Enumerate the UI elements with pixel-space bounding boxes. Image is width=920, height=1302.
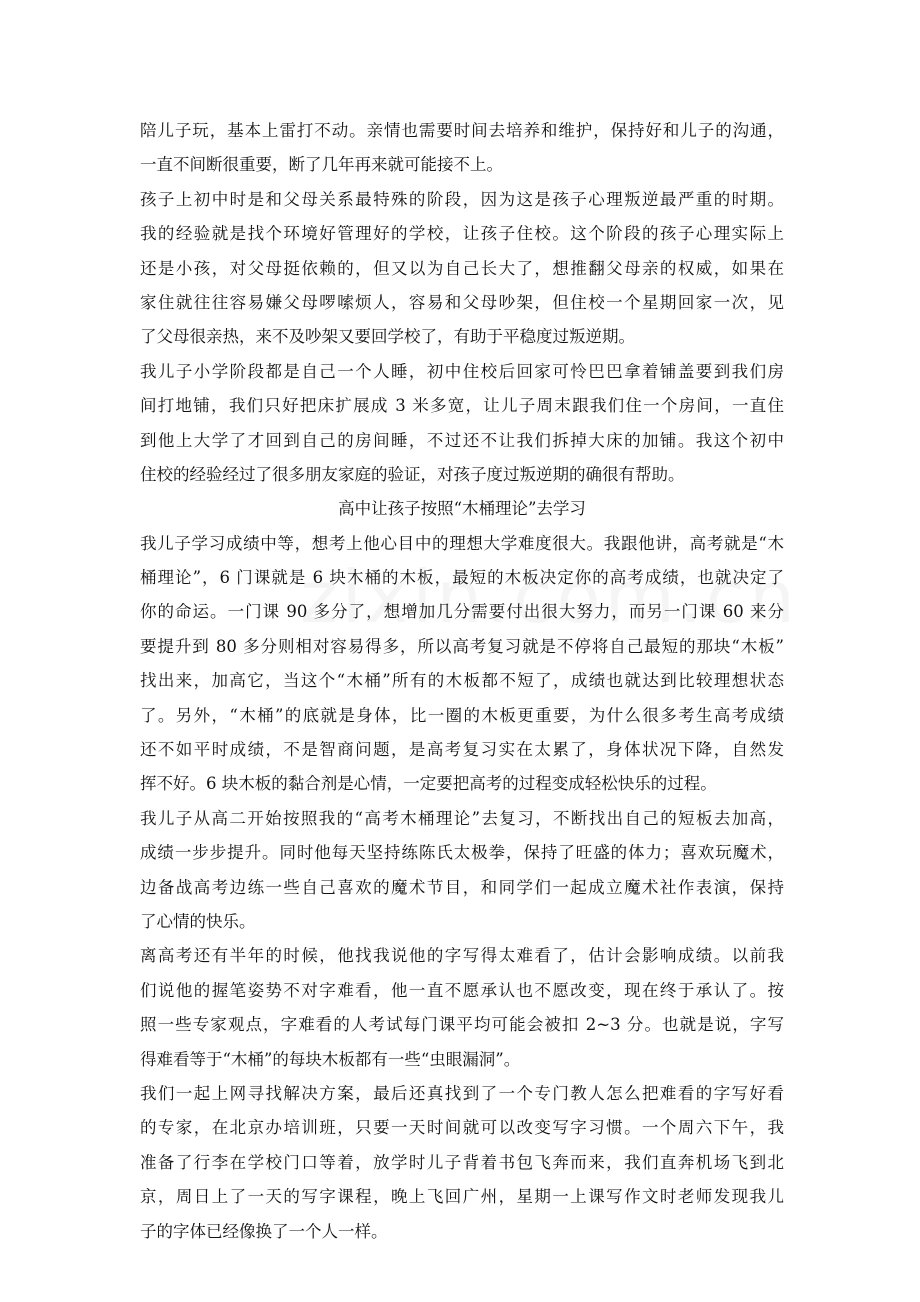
text-line: 要提升到 80 多分则相对容易得多，所以高考复习就是不停将自己最短的那块“木板”	[140, 636, 784, 656]
text-line: 们说他的握笔姿势不对字难看，他一直不愿承认也不愿改变，现在终于承认了。按	[140, 980, 784, 1000]
text-line: 了父母很亲热，来不及吵架又要回学校了，有助于平稳度过叛逆期。	[140, 327, 635, 347]
text-line: 离高考还有半年的时候，他找我说他的字写得太难看了，估计会影响成绩。以前我	[140, 946, 784, 966]
text-line: 还不如平时成绩，不是智商问题，是高考复习实在太累了，身体状况下降，自然发	[140, 740, 784, 760]
text-line: 住校的经验经过了很多朋友家庭的验证，对孩子度过叛逆期的确很有帮助。	[140, 464, 685, 484]
text-line: 得难看等于“木桶”的每块木板都有一些“虫眼漏洞”。	[140, 1049, 521, 1069]
body-text	[140, 114, 784, 1249]
text-line: 的专家，在北京办培训班，只要一天时间就可以改变写字习惯。一个周六下午，我	[140, 1118, 784, 1138]
text-line: 还是小孩，对父母挺依赖的，但又以为自己长大了，想推翻父母亲的权威，如果在	[140, 258, 784, 278]
text-line: 陪儿子玩，基本上雷打不动。亲情也需要时间去培养和维护，保持好和儿子的沟通，	[140, 121, 784, 140]
text-line: 我儿子学习成绩中等，想考上他心目中的理想大学难度很大。我跟他讲，高考就是“木	[140, 533, 784, 553]
section-heading: 高中让孩子按照“木桶理论”去学习	[338, 499, 586, 519]
text-line: 找出来，加高它，当这个“木桶”所有的木板都不短了，成绩也就达到比较理想状态	[140, 671, 784, 691]
text-line: 挥不好。6 块木板的黏合剂是心情，一定要把高考的过程变成轻松快乐的过程。	[140, 774, 717, 794]
text-line: 到他上大学了才回到自己的房间睡，不过还不让我们拆掉大床的加铺。我这个初中	[140, 430, 784, 450]
text-line: 准备了行李在学校门口等着，放学时儿子背着书包飞奔而来，我们直奔机场飞到北	[140, 1152, 784, 1172]
text-line: 我儿子从高二开始按照我的“高考木桶理论”去复习，不断找出自己的短板去加高，	[140, 808, 784, 828]
text-line: 边备战高考边练一些自己喜欢的魔术节目，和同学们一起成立魔术社作表演，保持	[140, 877, 784, 897]
text-line: 间打地铺，我们只好把床扩展成 3 米多宽，让儿子周末跟我们住一个房间，一直住	[140, 396, 784, 416]
text-line: 你的命运。一门课 90 多分了，想增加几分需要付出很大努力，而另一门课 60 来分	[140, 602, 784, 622]
text-line: 子的字体已经像换了一个人一样。	[140, 1221, 388, 1241]
text-line: 了心情的快乐。	[140, 911, 256, 931]
text-line: 桶理论”，6 门课就是 6 块木桶的木板，最短的木板决定你的高考成绩，也就决定了	[140, 568, 784, 588]
text-line: 成绩一步步提升。同时他每天坚持练陈氏太极拳，保持了旺盛的体力；喜欢玩魔术，	[140, 843, 784, 863]
text-line: 一直不间断很重要，断了几年再来就可能接不上。	[140, 155, 503, 175]
text-line: 孩子上初中时是和父母关系最特殊的阶段，因为这是孩子心理叛逆最严重的时期。	[140, 189, 784, 209]
text-line: 我们一起上网寻找解决方案，最后还真找到了一个专门教人怎么把难看的字写好看	[140, 1083, 784, 1103]
text-line: 了。另外，“木桶”的底就是身体，比一圈的木板更重要，为什么很多考生高考成绩	[140, 705, 784, 725]
text-line: 家住就往往容易嫌父母啰嗦烦人，容易和父母吵架，但住校一个星期回家一次，见	[140, 292, 784, 312]
text-line: 照一些专家观点，字难看的人考试每门课平均可能会被扣 2~3 分。也就是说，字写	[140, 1015, 784, 1035]
text-line: 我儿子小学阶段都是自己一个人睡，初中住校后回家可怜巴巴拿着铺盖要到我们房	[140, 361, 784, 381]
text-line: 京，周日上了一天的写字课程，晚上飞回广州，星期一上课写作文时老师发现我儿	[140, 1187, 784, 1207]
text-line: 我的经验就是找个环境好管理好的学校，让孩子住校。这个阶段的孩子心理实际上	[140, 224, 784, 244]
